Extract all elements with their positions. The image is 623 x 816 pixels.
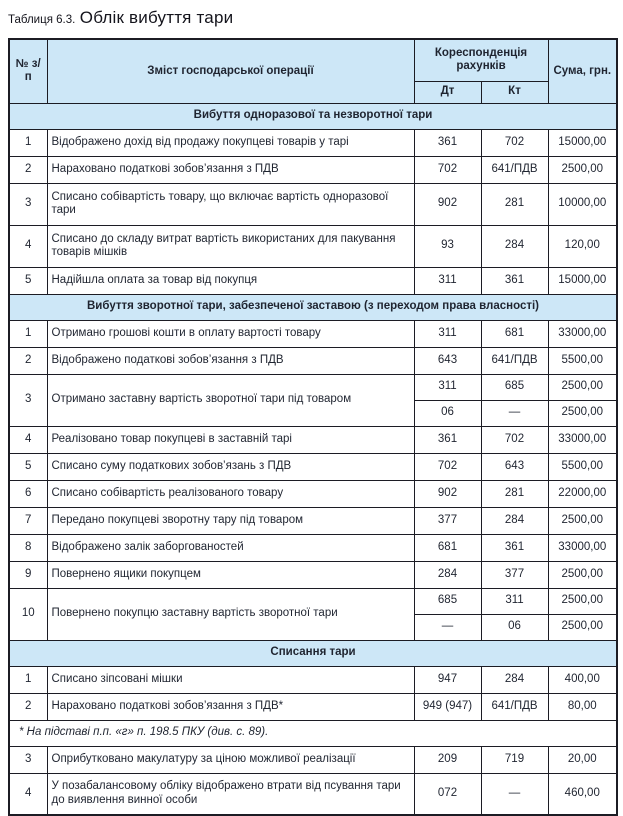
debit-account: 947 — [414, 666, 481, 693]
section-header — [9, 640, 617, 666]
amount: 15000,00 — [548, 267, 617, 294]
op-number: 9 — [9, 561, 47, 588]
credit-account: 361 — [481, 267, 548, 294]
amount: 2500,00 — [548, 561, 617, 588]
op-description: Отримано заставну вартість зворотної тари під товаром — [47, 374, 414, 426]
op-number: 4 — [9, 225, 47, 267]
op-description: Списано до складу витрат вартість використаних для пакування товарів мішків — [47, 225, 414, 267]
table-row — [9, 156, 617, 183]
credit-account: 681 — [481, 320, 548, 347]
debit-account: 209 — [414, 746, 481, 773]
debit-account: 311 — [414, 267, 481, 294]
debit-account: 361 — [414, 129, 481, 156]
footnote-row — [9, 720, 617, 746]
op-description: Реалізовано товар покупцеві в заставній тарі — [47, 426, 414, 453]
op-number: 6 — [9, 480, 47, 507]
op-number: 2 — [9, 156, 47, 183]
credit-account: 719 — [481, 746, 548, 773]
op-description: Нараховано податкові зобов’язання з ПДВ — [47, 156, 414, 183]
footnote-text: * На підставі п.п. «г» п. 198.5 ПКУ (див. с. 89). — [9, 720, 617, 746]
debit-account: 949 (947) — [414, 693, 481, 720]
op-number: 5 — [9, 453, 47, 480]
credit-account: 284 — [481, 507, 548, 534]
credit-account: 281 — [481, 183, 548, 225]
amount: 33000,00 — [548, 426, 617, 453]
section-header — [9, 294, 617, 320]
amount: 2500,00 — [548, 614, 617, 640]
op-number: 7 — [9, 507, 47, 534]
op-description: Надійшла оплата за товар від покупця — [47, 267, 414, 294]
credit-account: 641/ПДВ — [481, 693, 548, 720]
section-title: Вибуття зворотної тари, забезпеченої заставою (з переходом права власності) — [9, 294, 617, 320]
amount: 2500,00 — [548, 507, 617, 534]
op-description: Повернено ящики покупцем — [47, 561, 414, 588]
accounting-table — [8, 38, 618, 816]
credit-account: — — [481, 773, 548, 815]
section-header — [9, 103, 617, 129]
table-row — [9, 183, 617, 225]
table-title: Облік вибуття тари — [79, 8, 234, 27]
section-title: Списання тари — [9, 640, 617, 666]
debit-account: — — [414, 614, 481, 640]
credit-account: 284 — [481, 666, 548, 693]
amount: 120,00 — [548, 225, 617, 267]
table-row — [9, 347, 617, 374]
table-row — [9, 480, 617, 507]
table-row — [9, 453, 617, 480]
credit-account: 377 — [481, 561, 548, 588]
op-number: 5 — [9, 267, 47, 294]
op-description: Списано зіпсовані мішки — [47, 666, 414, 693]
table-row — [9, 507, 617, 534]
debit-account: 643 — [414, 347, 481, 374]
col-header-kt: Кт — [481, 81, 548, 103]
debit-account: 93 — [414, 225, 481, 267]
op-number: 10 — [9, 588, 47, 640]
op-number: 3 — [9, 746, 47, 773]
page-title — [8, 8, 616, 28]
op-description: Списано собівартість товару, що включає вартість одноразової тари — [47, 183, 414, 225]
debit-account: 681 — [414, 534, 481, 561]
col-header-content: Зміст господарської операції — [47, 39, 414, 103]
col-header-dt: Дт — [414, 81, 481, 103]
debit-account: 361 — [414, 426, 481, 453]
table-number-label: Таблиця 6.3. — [8, 14, 76, 26]
op-description: У позабалансовому обліку відображено втрати від псування тари до виявлення винної особи — [47, 773, 414, 815]
amount: 400,00 — [548, 666, 617, 693]
op-number: 1 — [9, 320, 47, 347]
table-row — [9, 666, 617, 693]
credit-account: 685 — [481, 374, 548, 400]
amount: 5500,00 — [548, 347, 617, 374]
credit-account: 641/ПДВ — [481, 347, 548, 374]
op-number: 8 — [9, 534, 47, 561]
table-row — [9, 746, 617, 773]
debit-account: 377 — [414, 507, 481, 534]
amount: 22000,00 — [548, 480, 617, 507]
debit-account: 311 — [414, 320, 481, 347]
amount: 2500,00 — [548, 374, 617, 400]
debit-account: 685 — [414, 588, 481, 614]
op-number: 2 — [9, 693, 47, 720]
debit-account: 702 — [414, 453, 481, 480]
op-number: 4 — [9, 773, 47, 815]
table-row — [9, 561, 617, 588]
table-row — [9, 426, 617, 453]
amount: 460,00 — [548, 773, 617, 815]
table-row — [9, 693, 617, 720]
op-description: Передано покупцеві зворотну тару під товаром — [47, 507, 414, 534]
amount: 15000,00 — [548, 129, 617, 156]
credit-account: 643 — [481, 453, 548, 480]
table-row — [9, 129, 617, 156]
credit-account: 281 — [481, 480, 548, 507]
table-row-merged — [9, 374, 617, 400]
amount: 10000,00 — [548, 183, 617, 225]
col-header-num: № з/п — [9, 39, 47, 103]
credit-account: 361 — [481, 534, 548, 561]
credit-account: 311 — [481, 588, 548, 614]
op-number: 3 — [9, 374, 47, 426]
op-number: 1 — [9, 129, 47, 156]
op-description: Списано собівартість реалізованого товару — [47, 480, 414, 507]
credit-account: — — [481, 400, 548, 426]
table-row — [9, 534, 617, 561]
op-number: 2 — [9, 347, 47, 374]
amount: 2500,00 — [548, 156, 617, 183]
amount: 2500,00 — [548, 400, 617, 426]
op-description: Оприбутковано макулатуру за ціною можливої реалізації — [47, 746, 414, 773]
op-description: Списано суму податкових зобов’язань з ПДВ — [47, 453, 414, 480]
debit-account: 06 — [414, 400, 481, 426]
debit-account: 284 — [414, 561, 481, 588]
debit-account: 072 — [414, 773, 481, 815]
table-row — [9, 320, 617, 347]
credit-account: 06 — [481, 614, 548, 640]
credit-account: 702 — [481, 129, 548, 156]
table-header — [9, 39, 617, 103]
amount: 33000,00 — [548, 320, 617, 347]
op-description: Нараховано податкові зобов’язання з ПДВ* — [47, 693, 414, 720]
table-row — [9, 773, 617, 815]
table-row — [9, 267, 617, 294]
op-description: Відображено залік заборгованостей — [47, 534, 414, 561]
debit-account: 702 — [414, 156, 481, 183]
op-description: Отримано грошові кошти в оплату вартості товару — [47, 320, 414, 347]
debit-account: 311 — [414, 374, 481, 400]
amount: 20,00 — [548, 746, 617, 773]
col-header-correspondence: Кореспонденція рахунків — [414, 39, 548, 81]
op-number: 3 — [9, 183, 47, 225]
op-number: 1 — [9, 666, 47, 693]
amount: 80,00 — [548, 693, 617, 720]
amount: 33000,00 — [548, 534, 617, 561]
credit-account: 641/ПДВ — [481, 156, 548, 183]
amount: 2500,00 — [548, 588, 617, 614]
table-row — [9, 225, 617, 267]
op-number: 4 — [9, 426, 47, 453]
op-description: Відображено дохід від продажу покупцеві товарів у тарі — [47, 129, 414, 156]
section-title: Вибуття одноразової та незворотної тари — [9, 103, 617, 129]
op-description: Відображено податкові зобов’язання з ПДВ — [47, 347, 414, 374]
col-header-sum: Сума, грн. — [548, 39, 617, 103]
op-description: Повернено покупцю заставну вартість зворотної тари — [47, 588, 414, 640]
table-row-merged — [9, 588, 617, 614]
debit-account: 902 — [414, 183, 481, 225]
credit-account: 284 — [481, 225, 548, 267]
amount: 5500,00 — [548, 453, 617, 480]
debit-account: 902 — [414, 480, 481, 507]
credit-account: 702 — [481, 426, 548, 453]
